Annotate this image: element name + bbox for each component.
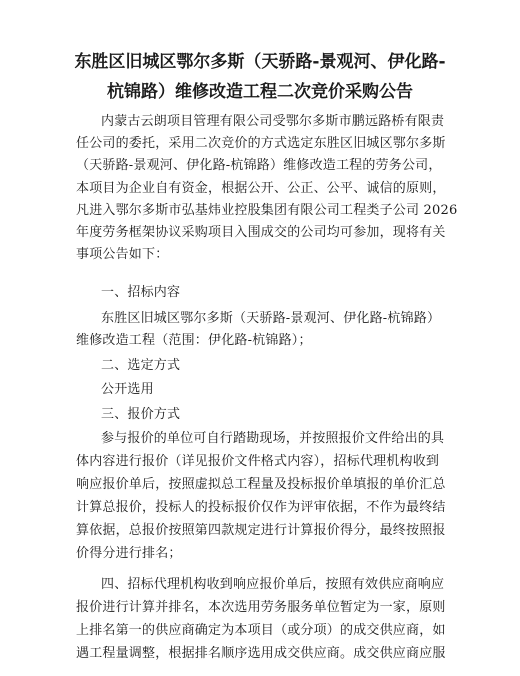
section2-line: 公开选用 <box>101 382 154 397</box>
section4-line: 遇工程量调整，根据排名顺序选用成交供应商。成交供应商应服 <box>76 646 446 661</box>
section3-line: 计算总报价，投标人的投标报价仅作为评审依据，不作为最终结 <box>76 500 446 515</box>
intro-line: 年度劳务框架协议采购项目入围成交的公司均可参加，现将有关 <box>76 225 446 240</box>
section3-line: 算依据，总报价按照第四款规定进行计算报价得分，最终按照报 <box>76 523 446 538</box>
section3-line: 价得分进行排名； <box>76 546 182 561</box>
intro-line: 事项公告如下： <box>76 247 169 262</box>
section4-line: 四、招标代理机构收到响应报价单后，按照有效供应商响应 <box>101 577 445 592</box>
section3-line: 响应报价单后，按照虚拟总工程量及投标报价单填报的单价汇总 <box>76 477 446 492</box>
section3-line: 参与报价的单位可自行踏勘现场，并按照报价文件给出的具 <box>101 431 445 446</box>
section1-line: 维修改造工程（范围：伊化路-杭锦路）； <box>76 333 312 348</box>
intro-line: 内蒙古云朗项目管理有限公司受鄂尔多斯市鹏远路桥有限责 <box>101 114 445 129</box>
intro-line: 任公司的委托，采用二次竞价的方式选定东胜区旧城区鄂尔多斯 <box>76 136 446 151</box>
intro-line: （天骄路-景观河、伊化路-杭锦路）维修改造工程的劳务公司， <box>76 158 442 173</box>
document-title-line-1: 东胜区旧城区鄂尔多斯（天骄路-景观河、伊化路- <box>74 52 446 72</box>
intro-line: 凡进入鄂尔多斯市弘基炜业控股集团有限公司工程类子公司 2026 <box>76 203 458 218</box>
section1-line: 东胜区旧城区鄂尔多斯（天骄路-景观河、伊化路-杭锦路） <box>101 311 441 326</box>
intro-line: 本项目为企业自有资金，根据公开、公正、公平、诚信的原则， <box>76 181 446 196</box>
document-title-line-2: 杭锦路）维修改造工程二次竞价采购公告 <box>107 82 413 102</box>
section4-line: 上排名第一的供应商确定为本项目（或分项）的成交供应商，如 <box>76 623 446 638</box>
section4-line: 报价进行计算并排名，本次选用劳务服务单位暂定为一家，原则 <box>76 600 446 615</box>
section-heading-3: 三、报价方式 <box>101 407 181 422</box>
section-heading-2: 二、选定方式 <box>101 358 181 373</box>
section-heading-1: 一、招标内容 <box>101 285 181 300</box>
section3-line: 体内容进行报价（详见报价文件格式内容），招标代理机构收到 <box>76 454 440 469</box>
